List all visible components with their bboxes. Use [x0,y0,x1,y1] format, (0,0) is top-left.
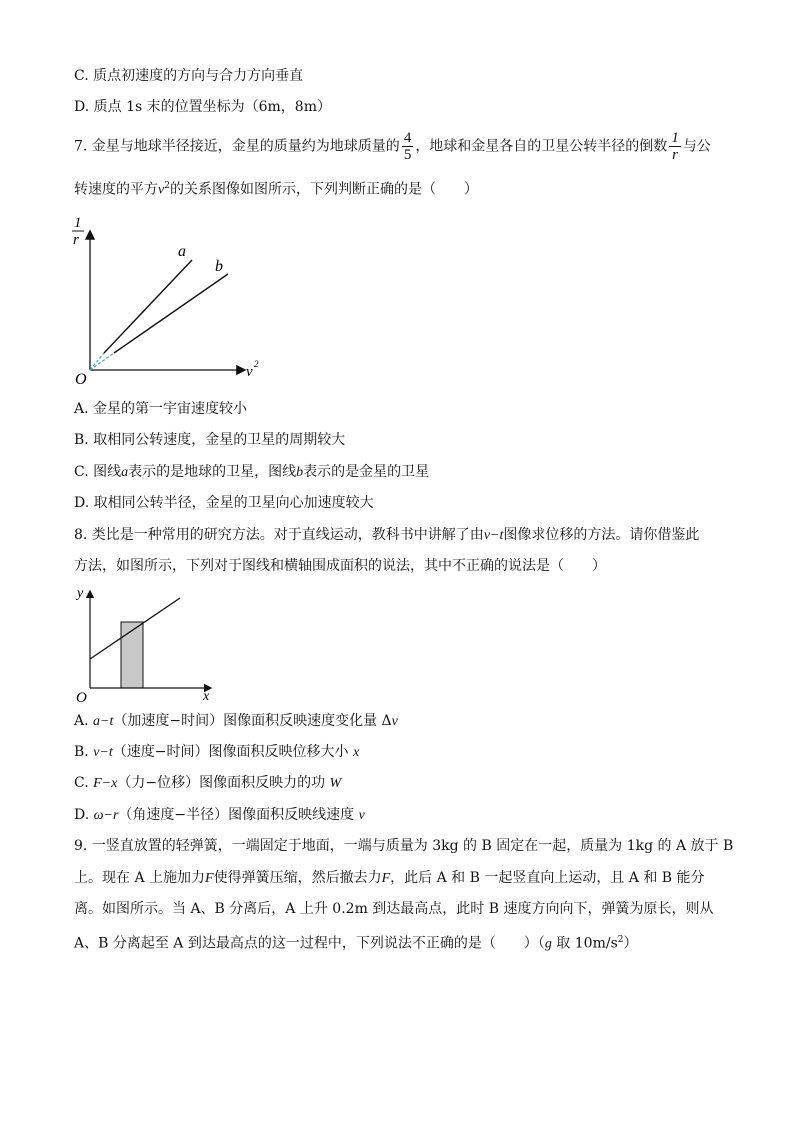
q8-option-c-end: W [329,776,342,791]
q7-stem-line2-b: 的关系图像如图所示，下列判断正确的是（ ） [169,181,478,198]
q7-label-b: b [215,258,223,275]
q7-option-a: A. 金星的第一宇宙速度较小 [74,401,248,417]
q8-option-d-var: ω−r [93,808,119,823]
q8-option-c-post: （力−位移）图像面积反映力的功 [117,775,330,791]
q7-option-c-a: a [121,465,129,480]
q7-graph [64,210,264,390]
q9-line2-f2: F [381,871,391,886]
q9-line4-sup: 2 [617,935,624,945]
q7-stem-part2: ，地球和金星各自的卫星公转半径的倒数 [415,138,668,155]
q8-origin: O [76,690,87,706]
q7-stem-line2 [74,176,478,201]
q8-option-a-pre: A. [74,713,94,729]
q8-option-a-end: v [391,714,398,729]
q7-option-c-post: 表示的是金星的卫星 [303,464,430,480]
q9-line2 [74,868,705,889]
q9-line3: 离。如图所示。当 A、B 分离后，A 上升 0.2m 到达最高点，此时 B 速度方向向下，弹簧为原长，则从 [74,901,714,917]
q7-origin: O [75,371,87,388]
q7-stem-v-sup: 2 [164,181,170,191]
q7-mass-ratio-num: 4 [403,130,412,146]
q7-stem-line1 [74,130,711,163]
q6-option-c: C. 质点初速度的方向与合力方向垂直 [74,68,304,84]
q7-y-label-num: 1 [74,215,82,231]
q8-option-d-end: v [358,808,365,823]
q8-x-label: x [203,689,210,704]
q8-option-d-post: （角速度−半径）图像面积反映线速度 [118,807,359,823]
q7-x-label-sup: 2 [254,359,259,369]
q7-stem-part3: 与公 [682,138,711,155]
q6-option-d: D. 质点 1s 末的位置坐标为（6m，8m） [74,99,331,115]
q8-option-a-post: （加速度−时间）图像面积反映速度变化量 Δ [113,713,392,729]
q7-line-b [114,274,228,353]
q7-option-d: D. 取相同公转半径，金星的卫星向心加速度较大 [74,495,374,511]
q8-option-b-pre: B. [74,744,94,760]
q7-option-c-mid: 表示的是地球的卫星，图线 [128,464,297,480]
q9-line4-g: g [544,936,552,952]
q8-option-b-post: （速度−时间）图像面积反映位移大小 [112,744,353,760]
q7-option-c [74,462,429,483]
q8-option-c [74,773,341,794]
q7-label-a: a [178,243,186,260]
q8-graph [72,584,222,704]
q8-shaded-area [121,622,143,688]
q8-option-d-pre: D. [74,807,94,823]
q8-y-label: y [77,586,84,601]
q8-stem-line1-post: 图像求位移的方法。请你借鉴此 [503,527,700,543]
q8-option-b-end: x [352,745,360,760]
q7-option-c-b: b [296,465,304,480]
q8-stem-line2: 方法，如图所示，下列对于图线和横轴围成面积的说法，其中不正确的说法是（ ） [74,558,606,574]
q7-x-label: v [246,364,253,380]
q7-stem-v: v [158,182,165,198]
q8-option-c-var: F−x [93,776,118,791]
q9-line2-pre: 上。现在 A 上施加力 [74,870,206,886]
q7-y-label-den: r [73,232,79,248]
q8-option-d [74,805,365,826]
q9-line4-end: ） [623,935,638,952]
q8-option-c-pre: C. [74,775,94,791]
q9-line4 [74,930,638,955]
q8-stem-line1-pre: 8. 类比是一种常用的研究方法。对于直线运动，教科书中讲解了由 [74,527,484,543]
q8-option-b [74,742,359,763]
q7-option-c-pre: C. 图线 [74,464,122,480]
q8-option-a-var: a−t [93,714,114,729]
q9-line2-mid: 使得弹簧压缩，然后撤去力 [213,870,382,886]
q7-stem-part1: 7. 金星与地球半径接近，金星的质量约为地球质量的 [74,138,400,155]
q8-option-a [74,711,398,732]
q9-line2-post: ，此后 A 和 B 一起竖直向上运动，且 A 和 B 能分 [390,870,705,886]
q7-line-a [104,260,192,353]
q9-line2-f: F [205,871,214,886]
q7-mass-ratio-den: 5 [403,147,412,163]
q8-option-b-var: v−t [93,745,113,760]
q7-stem-line2-a: 转速度的平方 [74,181,158,198]
q9-line4-pre: A、B 分离起至 A 到达最高点的这一过程中，下列说法不正确的是（ ）（ [74,935,545,952]
q7-line-b-dashed [90,353,114,370]
q7-mass-ratio-fraction [402,130,414,163]
q7-inv-r-den: r [672,147,678,163]
q7-line-a-dashed [90,353,104,370]
q8-stem-line1 [74,525,699,546]
q9-line4-post: 取 10m/s [551,935,618,952]
q7-option-b: B. 取相同公转速度，金星的卫星的周期较大 [74,432,346,448]
q7-inv-r-fraction [669,130,681,163]
q9-line1: 9. 一竖直放置的轻弹簧，一端固定于地面，一端与质量为 3kg 的 B 固定在一起，质量为 1kg 的 A 放于 B [74,838,734,854]
q8-stem-vt: v−t [483,528,504,543]
q7-inv-r-num: 1 [671,130,679,146]
